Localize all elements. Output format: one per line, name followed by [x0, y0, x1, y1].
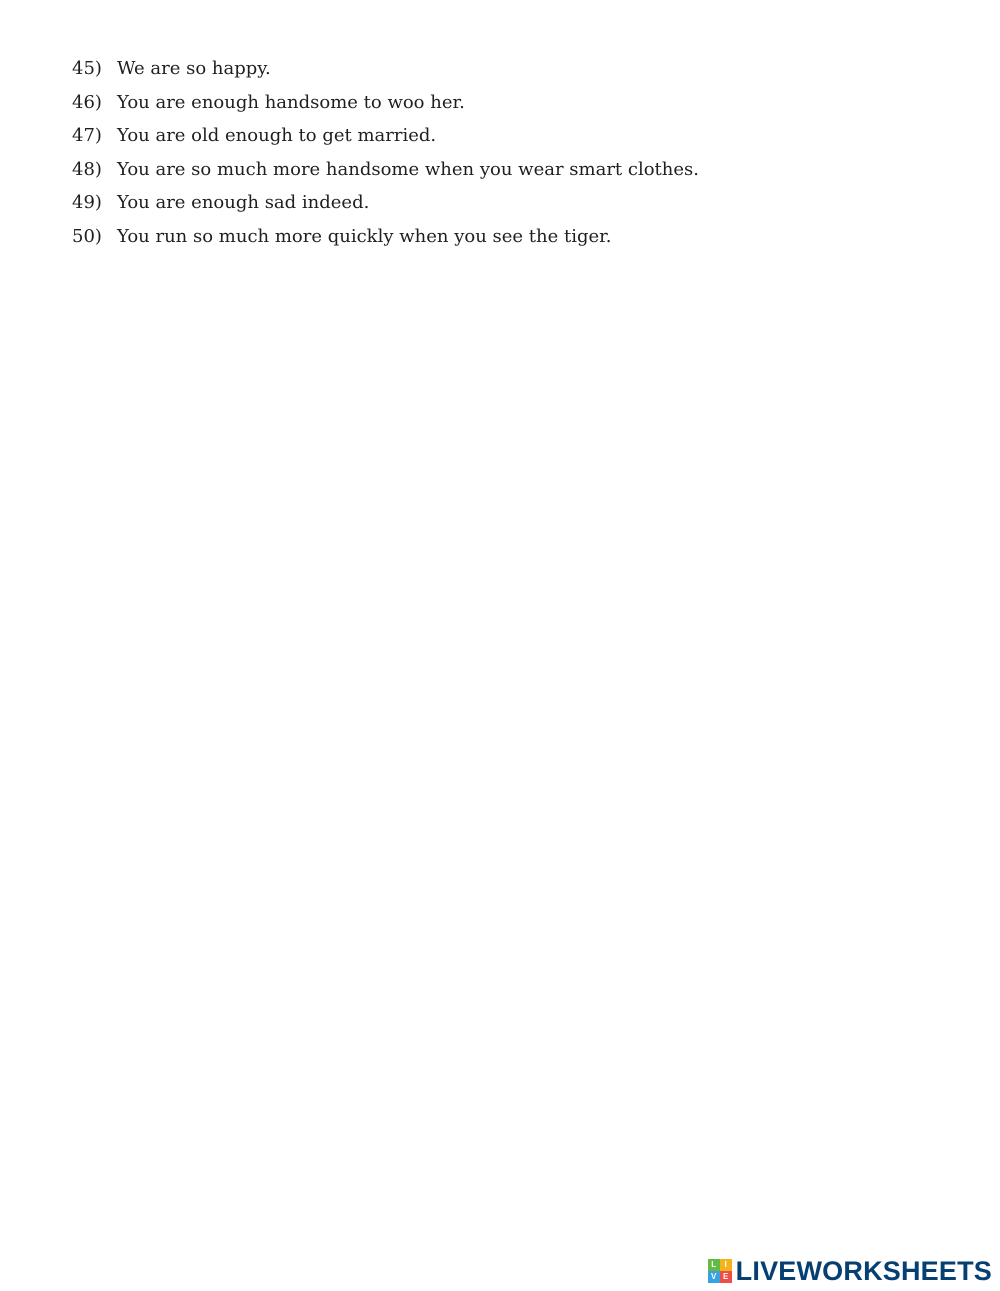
- sentence-item-46: [72, 89, 872, 123]
- logo-letter-e: E: [720, 1271, 732, 1283]
- sentence-number: 49): [72, 192, 102, 213]
- sentence-item-49: [72, 189, 872, 223]
- logo-letter-l: L: [708, 1259, 720, 1271]
- liveworksheets-logo: [708, 1256, 992, 1286]
- sentence-number: 48): [72, 158, 102, 180]
- sentence-item-48: [72, 156, 872, 190]
- sentence-number: 50): [72, 225, 102, 247]
- logo-wordmark: LIVEWORKSHEETS: [735, 1256, 992, 1286]
- sentence-number: 47): [72, 125, 102, 146]
- sentence-text: You are so much more handsome when you wear smart clothes.: [117, 158, 699, 180]
- sentence-number: 46): [72, 91, 102, 113]
- live-logo-mark: [708, 1259, 732, 1283]
- sentence-text: You are enough handsome to woo her.: [117, 91, 465, 113]
- sentence-number: 45): [72, 58, 102, 79]
- logo-letter-i: I: [720, 1259, 732, 1271]
- sentence-text: You are old enough to get married.: [117, 125, 437, 146]
- sentence-text: We are so happy.: [117, 58, 271, 79]
- sentence-item-47: [72, 122, 872, 156]
- sentence-item-45: [72, 55, 872, 89]
- logo-letter-v: V: [708, 1271, 720, 1283]
- sentence-text: You are enough sad indeed.: [117, 192, 370, 213]
- sentence-text: You run so much more quickly when you see the tiger.: [117, 225, 612, 247]
- sentence-list: [72, 55, 872, 256]
- sentence-item-50: [72, 223, 872, 257]
